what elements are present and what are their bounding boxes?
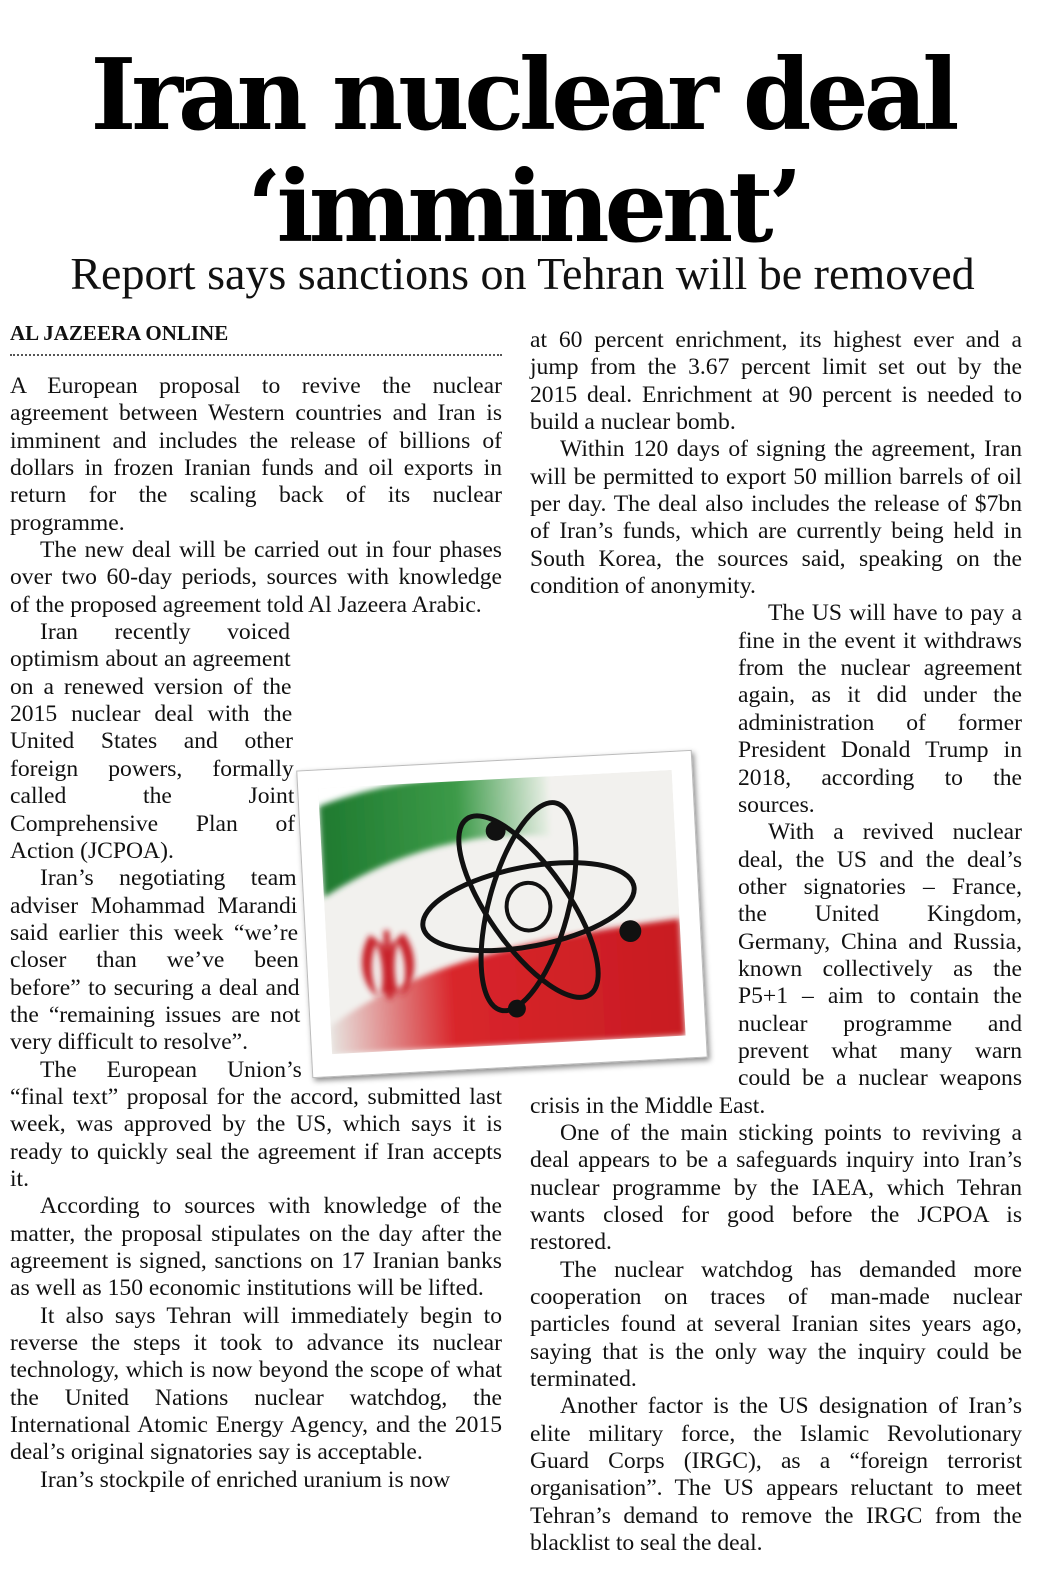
paragraph: at 60 percent enrichment, its highest ever and a jump from the 3.67 percent limit set out by the 2015 deal. Enrichment at 90 percent is needed to build a nuclear bomb.	[530, 327, 1022, 436]
paragraph: One of the main sticking points to reviving a deal appears to be a safeguards inquiry into Iran’s nuclear programme by the IAEA, which Tehran wants closed for good before the JCPOA is restored.	[530, 1119, 1022, 1256]
paragraph: Iran’s negotiating team adviser Mohammad Marandi said earlier this week “we’re closer than we’ve been before” to securing a deal and the “remaining issues are not very difficult to resolve”.	[10, 865, 301, 1056]
paragraph: The European Union’s “final text” proposal for the accord, submitted last week, was approved by the US, which says it is ready to quickly seal the agreement if Iran accepts it.	[10, 1056, 502, 1192]
paragraph: The new deal will be carried out in four phases over two 60-day periods, sources with knowledge of the proposed agreement told Al Jazeera Arabic.	[10, 537, 502, 618]
headline-line-1: Iran nuclear deal	[90, 38, 955, 153]
paragraph: According to sources with knowledge of the matter, the proposal stipulates on the day after the agreement is signed, sanctions on 17 Iranian banks as well as 150 economic institutions will be lifted.	[10, 1193, 502, 1302]
paragraph: The US will have to pay a fine in the event it withdraws from the nuclear agreement again, as it did under the administration of former President Donald Trump in 2018, according to the sources.	[738, 600, 1022, 818]
paragraph: Iran’s stockpile of enriched uranium is now	[40, 1466, 451, 1493]
standfirst: Report says sanctions on Tehran will be removed	[70, 248, 975, 299]
atom-over-flag-image	[318, 770, 685, 1054]
article-photo	[296, 750, 708, 1078]
headline-line-2: ‘imminent’	[247, 150, 798, 265]
byline: AL JAZEERA ONLINE	[10, 320, 502, 356]
paragraph: A European proposal to revive the nuclear agreement between Western countries and Iran is imminent and includes the release of billions of dollars in frozen Iranian funds and oil exports in return for the scaling back of its nuclear programme.	[10, 373, 502, 536]
paragraph: It also says Tehran will immediately begin to reverse the steps it took to advance its nuclear technology, which is now beyond the scope of what the United Nations nuclear watchdog, the International Atomic Energy Agency, and the 2015 deal’s original signatories say is acceptable.	[10, 1302, 502, 1466]
paragraph: With a revived nuclear deal, the US and the deal’s other signatories – France, the United Kingdom, Germany, China and Russia, known collectively as the P5+1 – aim to contain the nuclear programme and prevent what many warn could be a nuclear weapons crisis in the Middle East.	[530, 819, 1022, 1119]
paragraph: Within 120 days of signing the agreement, Iran will be permitted to export 50 million barrels of oil per day. The deal also includes the release of $7bn of Iran’s funds, which are currently being held in South Korea, the sources said, speaking on the condition of anonymity.	[530, 436, 1022, 600]
paragraph: Another factor is the US designation of Iran’s elite military force, the Islamic Revolutionary Guard Corps (IRGC), as a “foreign terrorist organisation”. The US appears reluctant to meet Tehran’s demand to remove the IRGC from the blacklist to seal the deal.	[530, 1393, 1022, 1557]
headline	[0, 40, 1045, 264]
paragraph: The nuclear watchdog has demanded more cooperation on traces of man-made nuclear particles found at several Iranian sites years ago, saying that is the only way the inquiry could be terminated.	[530, 1256, 1022, 1393]
paragraph: Iran recently voiced optimism about an agreement on a renewed version of the 2015 nuclear deal with the United States and other foreign powers, formally called the Joint Comprehensive Plan of Action (JCPOA).	[10, 619, 296, 864]
